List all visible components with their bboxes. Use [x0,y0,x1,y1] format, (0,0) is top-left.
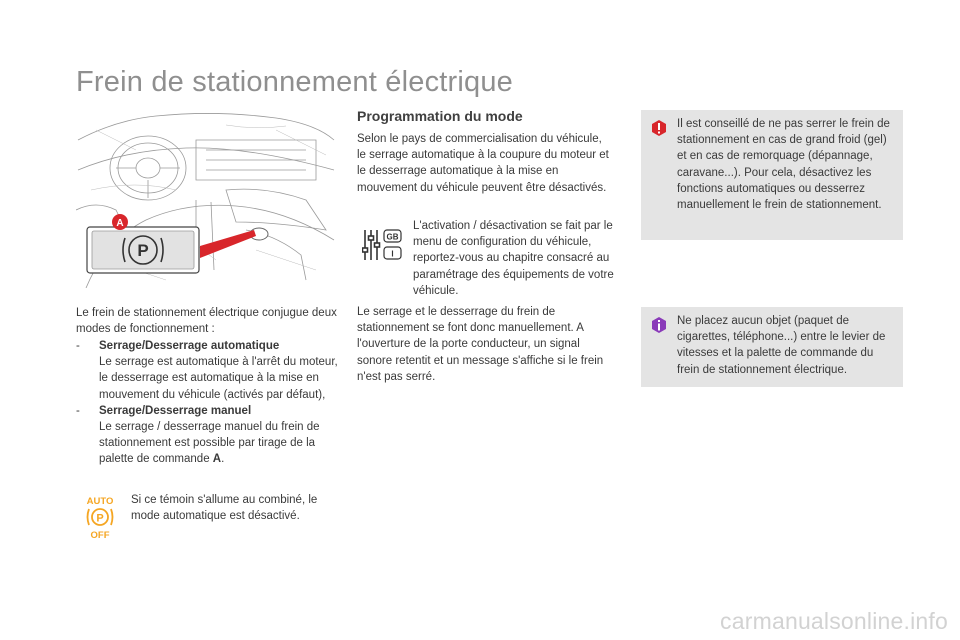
mode-item-automatic [76,338,346,403]
configuration-gb-icon [362,228,404,262]
control-reference: A [212,453,222,466]
watermark: carmanualsonline.info [720,608,948,634]
mode-description: Le serrage est automatique à l'arrêt du moteur, le desserrage est automatique à la mise en mouvement du véhicule (activés par défaut), [99,356,338,401]
page-title: Frein de stationnement électrique [76,66,514,98]
mode-name: Serrage/Desserrage manuel [99,404,252,417]
info-text: Ne placez aucun objet (paquet de cigarettes, téléphone...) entre le levier de vitesses et la palette de commande du frein de stationnement électrique. [677,315,886,376]
svg-text:P: P [96,512,104,525]
list-dash: - [76,404,80,417]
programming-paragraph: Selon le pays de commercialisation du véhicule, le serrage automatique à la coupure du moteur et le desserrage automatique à la mise en mouvement du véhicule peuvent être désactivés. [357,133,609,194]
section-title: Programmation du mode [357,108,523,124]
info-icon [651,316,667,334]
callout-a-label: A [116,218,124,229]
svg-text:OFF: OFF [90,530,110,540]
list-dash: - [76,340,80,352]
warning-box [641,110,903,240]
svg-text:GB: GB [386,232,399,242]
configuration-text: L'activation / désactivation se fait par le menu de configuration du véhicule, reportez-vous au chapitre consacré au paramétrage des équipements de votre véhicule. [413,220,614,297]
auto-indicator-text: Si ce témoin s'allume au combiné, le mode automatique est désactivé. [131,494,318,523]
mode-list [76,338,346,468]
button-letter: P [137,241,149,260]
warning-text: Il est conseillé de ne pas serrer le frein de stationnement en cas de grand froid (gel) et en cas de remorquage (dépannage, caravane...). Pour cela, désactivez les fonctions automatiques ou desserrez manuellement le frein de stationnement. [677,118,890,212]
auto-p-off-icon [84,494,116,540]
manual-operation-paragraph: Le serrage et le desserrage du frein de stationnement se font donc manuellement. A l'ouverture de la porte conducteur, un signal sonore retentit et un message s'affiche si le frein n'est pas serré. [357,306,604,383]
svg-text:I: I [391,249,394,259]
mode-description: Le serrage / desserrage manuel du frein de stationnement est possible par tirage de la palette de commande A. [99,421,320,466]
mode-name: Serrage/Desserrage automatique [99,340,280,352]
info-box [641,307,903,387]
mode-item-manual [76,403,346,468]
parking-brake-illustration [76,110,336,288]
svg-text:AUTO: AUTO [86,496,114,507]
warning-icon [651,119,667,137]
intro-text: Le frein de stationnement électrique conjugue deux modes de fonctionnement : [76,307,337,336]
